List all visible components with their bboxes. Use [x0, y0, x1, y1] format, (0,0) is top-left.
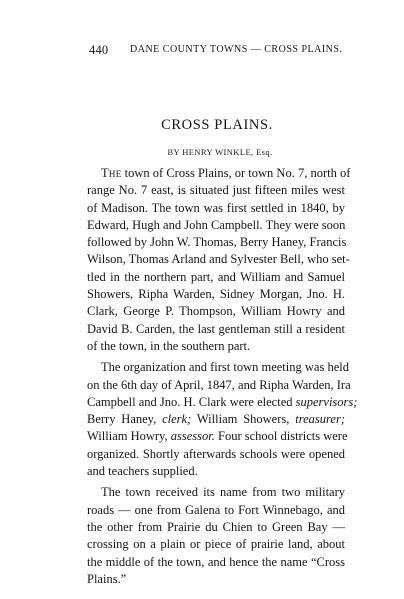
- text-line: [87, 394, 358, 411]
- text-line: Edward, Hugh and John Campbell. They were soon: [87, 217, 346, 232]
- italic-term: supervisors;: [295, 394, 358, 409]
- paragraph: [87, 484, 345, 588]
- article-title: CROSS PLAINS.: [161, 117, 273, 133]
- text-line: of the town, in the southern part.: [87, 338, 251, 353]
- article-body: [87, 165, 358, 588]
- text-line: roads — one from Galena to Fort Winnebago, and: [87, 502, 345, 517]
- text-line: Wilson, Thomas Arland and Sylvester Bell, who set-: [87, 252, 350, 267]
- line-text: town of Cross Plains, or town No. 7, north of: [121, 166, 351, 180]
- line-text: William Howry,: [87, 429, 171, 444]
- text-line: [87, 411, 345, 428]
- text-line: Plains.”: [87, 571, 127, 586]
- paragraph: [87, 359, 358, 480]
- text-line: of Madison. The town was first settled in 1840, by: [87, 200, 345, 215]
- page-number: 440: [89, 43, 109, 57]
- text-line: Clark, George P. Thompson, William Howry and: [87, 304, 345, 319]
- line-text: Campbell and Jno. H. Clark were elected: [87, 394, 296, 409]
- text-line: Showers, Ripha Warden, Sidney Morgan, Jno. H.: [87, 287, 345, 302]
- text-line: on the 6th day of April, 1847, and Ripha Warden, Ira: [87, 377, 351, 392]
- italic-term: treasurer;: [295, 412, 345, 427]
- page-header: [89, 43, 347, 59]
- text-line: organized. Shortly afterwards schools were opened: [87, 446, 345, 461]
- lead-word: The: [101, 166, 122, 180]
- italic-term: clerk;: [162, 412, 192, 427]
- line-text: William Showers,: [191, 412, 296, 427]
- line-text: Berry Haney,: [87, 412, 163, 427]
- text-line: The town received its name from two military: [101, 485, 345, 500]
- text-line: followed by John W. Thomas, Berry Haney, Francis: [87, 235, 347, 250]
- text-line: tled in the northern part, and William and Samuel: [87, 269, 345, 284]
- line-text: Four school districts were: [214, 429, 348, 444]
- text-line: [87, 165, 351, 182]
- running-head: DANE COUNTY TOWNS — CROSS PLAINS.: [130, 44, 343, 55]
- paragraph: [87, 165, 351, 355]
- text-line: crossing on a plain or piece of prairie land, about: [87, 537, 345, 552]
- text-line: David B. Carden, the last gentleman still a resident: [87, 321, 345, 336]
- text-line: range No. 7 east, is situated just fifteen miles west: [87, 183, 345, 198]
- byline: BY HENRY WINKLE, Esq.: [167, 147, 273, 157]
- text-line: the middle of the town, and hence the name “Cross: [87, 554, 345, 569]
- text-line: [87, 428, 348, 445]
- text-line: the other from Prairie du Chien to Green Bay —: [87, 519, 345, 534]
- italic-term: assessor.: [170, 429, 215, 444]
- text-line: and teachers supplied.: [87, 464, 198, 479]
- text-line: The organization and first town meeting was held: [101, 360, 349, 375]
